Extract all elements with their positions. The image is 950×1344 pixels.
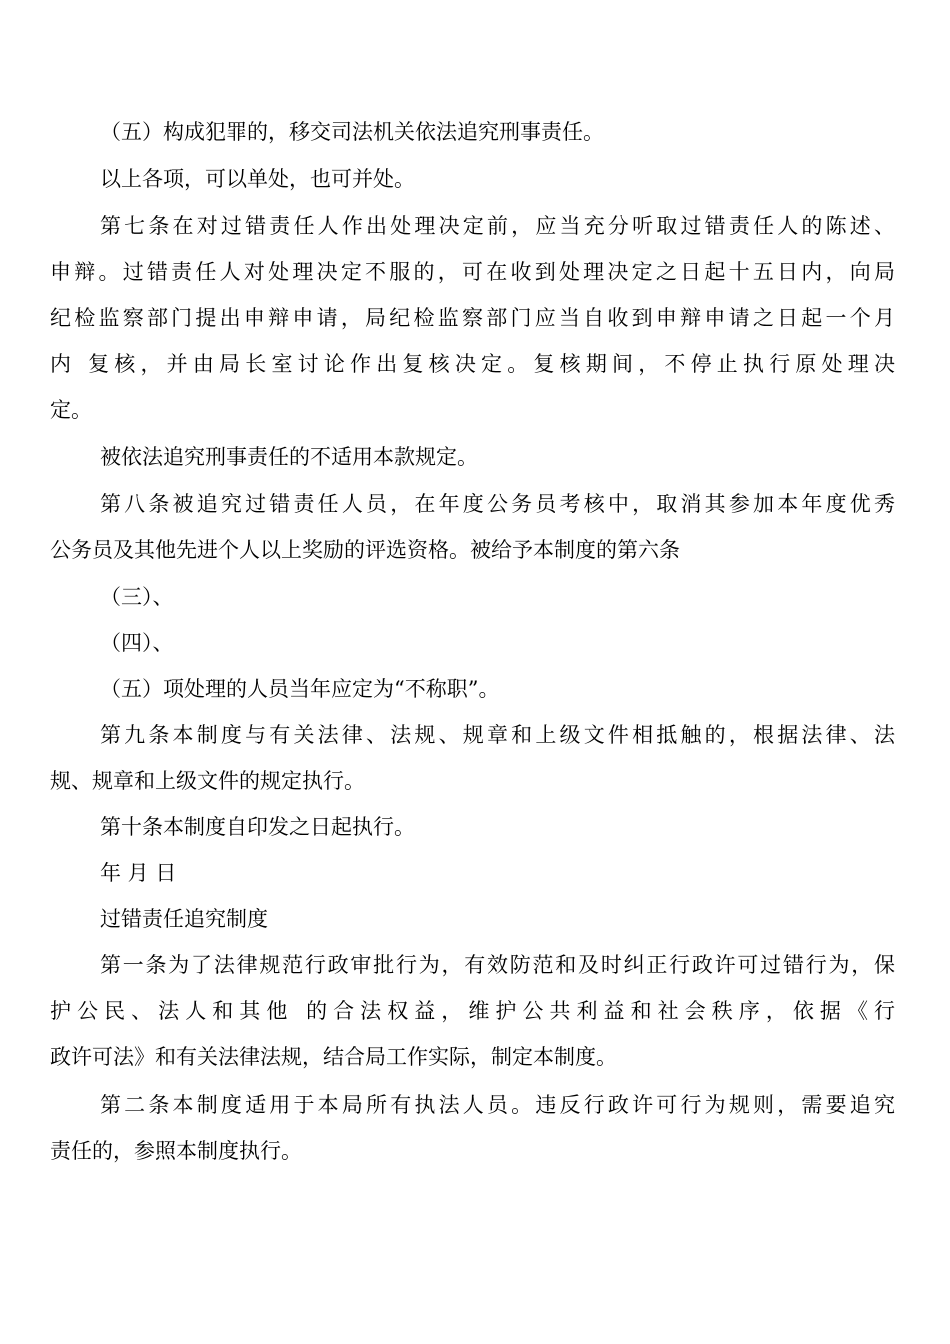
text-line: 护公民、法人和其他 的合法权益，维护公共利益和社会秩序，依据《行: [50, 999, 895, 1023]
text-line: （三）、: [100, 585, 174, 609]
text-line: 第二条本制度适用于本局所有执法人员。违反行政许可行为规则，需要追究: [100, 1093, 895, 1117]
text-line: 定。: [50, 398, 92, 422]
text-line: （五）项处理的人员当年应定为“不称职”。: [100, 677, 500, 701]
text-line: 以上各项，可以单处，也可并处。: [100, 167, 415, 191]
text-line: 政许可法》和有关法律法规，结合局工作实际，制定本制度。: [50, 1045, 617, 1069]
text-line: 内 复核，并由局长室讨论作出复核决定。复核期间，不停止执行原处理决: [50, 352, 895, 376]
text-line: （四）、: [100, 631, 174, 655]
text-line: （五）构成犯罪的，移交司法机关依法追究刑事责任。: [100, 120, 604, 144]
text-line: 第九条本制度与有关法律、法规、规章和上级文件相抵触的，根据法律、法: [100, 723, 895, 747]
text-line: 公务员及其他先进个人以上奖励的评选资格。被给予本制度的第六条: [50, 538, 680, 562]
text-line: 责任的，参照本制度执行。: [50, 1139, 302, 1163]
section-heading: 过错责任追究制度: [100, 907, 268, 931]
text-line: 被依法追究刑事责任的不适用本款规定。: [100, 445, 478, 469]
text-line: 第七条在对过错责任人作出处理决定前，应当充分听取过错责任人的陈述、: [100, 214, 895, 238]
text-line: 申辩。过错责任人对处理决定不服的，可在收到处理决定之日起十五日内，向局: [50, 260, 895, 284]
text-line: 纪检监察部门提出申辩申请，局纪检监察部门应当自收到申辩申请之日起一个月: [50, 306, 895, 330]
date-line: 年 月 日: [100, 861, 177, 885]
text-line: 第十条本制度自印发之日起执行。: [100, 815, 415, 839]
text-line: 第八条被追究过错责任人员，在年度公务员考核中，取消其参加本年度优秀: [100, 492, 895, 516]
text-line: 规、规章和上级文件的规定执行。: [50, 769, 365, 793]
text-line: 第一条为了法律规范行政审批行为，有效防范和及时纠正行政许可过错行为，保: [100, 953, 895, 977]
